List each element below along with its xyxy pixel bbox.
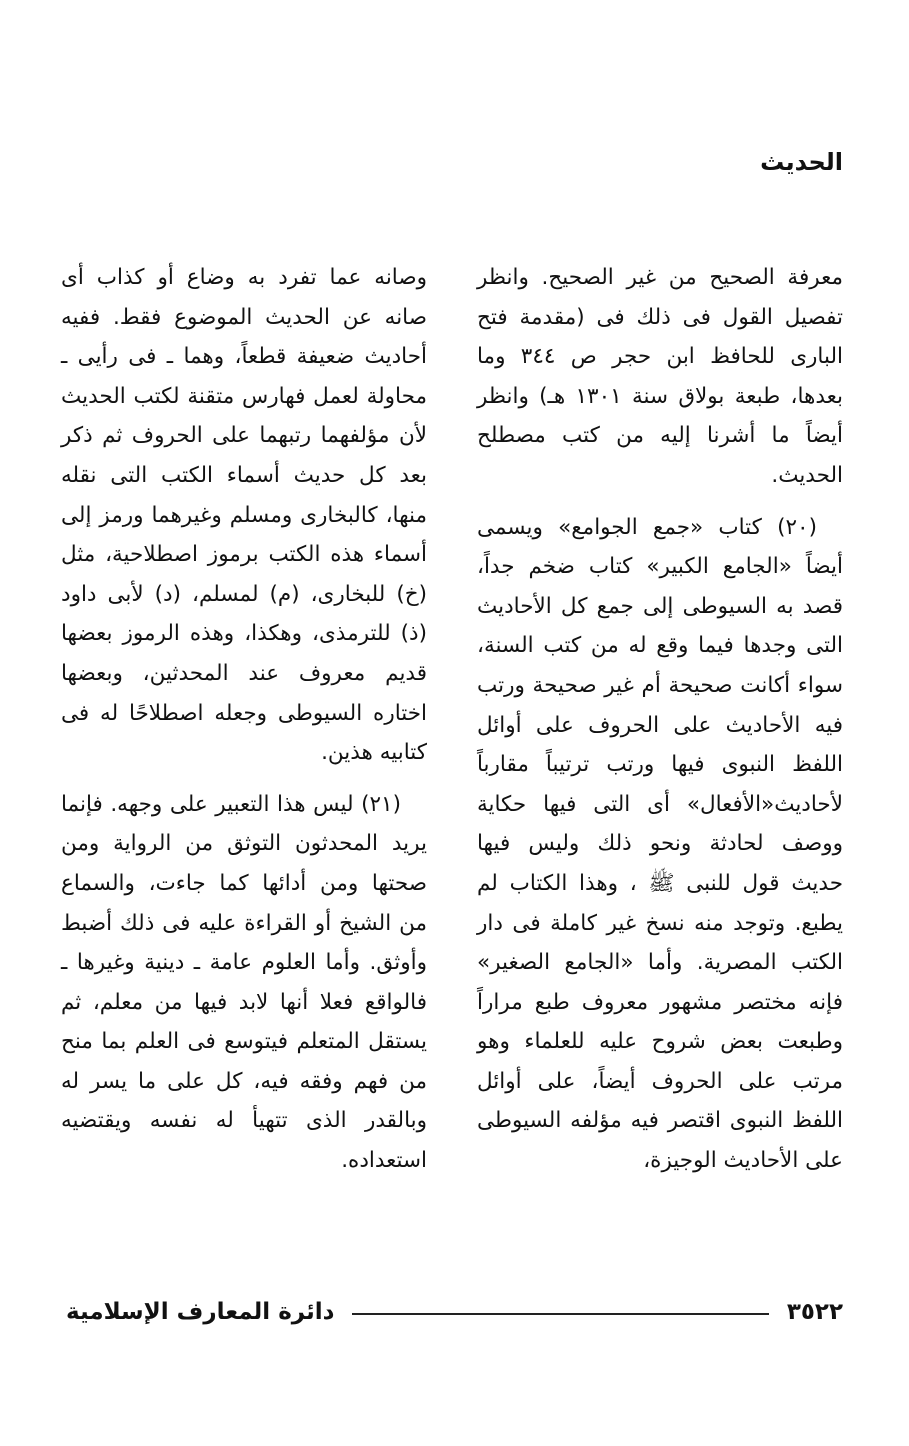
footnote-20-paragraph: (٢٠) كتاب «جمع الجوامع» ويسمى أيضاً «الجامع الكبير» كتاب ضخم جداً، قصد به السيوطى إلى جمع كل الأحاديث التى وجدها فيما وقع له من كتب السنة، سواء أكانت صحيحة أم غير صحيحة ورتب فيه الأحاديث على الحروف على أوائل اللفظ النبوى فيها ورتب ترتيباً مقارباً لأحاديث«الأفعال» أى التى فيها حكاية ووصف لحادثة ونحو ذلك وليس فيها حديث قول للنبى ﷺ ، وهذا الكتاب لم يطبع. وتوجد منه نسخ غير كاملة فى دار الكتب المصرية. وأما «الجامع الصغير» فإنه مختصر مشهور معروف طبع مراراً وطبعت بعض شروح عليه للعلماء وهو مرتب على الحروف أيضاً، على أوائل اللفظ النبوى اقتصر فيه مؤلفه السيوطى على الأحاديث الوجيزة، bbox=[477, 514, 843, 1174]
running-head-title: الحديث bbox=[760, 148, 843, 176]
page-footer bbox=[66, 1297, 843, 1327]
footer-divider bbox=[352, 1313, 768, 1315]
footnote-21-paragraph: (٢١) ليس هذا التعبير على وجهه. فإنما يريد المحدثون التوثق من الرواية ومن صحتها ومن أدائها كما جاءت، والسماع من الشيخ أو القراءة عليه فى ذلك أضبط وأوثق. وأما العلوم عامة ـ دينية وغيرها ـ فالواقع فعلا أنها لابد فيها من معلم، ثم يستقل المتعلم فيتوسع فى العلم بما منح من فهم وفقه فيه، كل على ما يسر له وبالقدر الذى تتهيأ له نفسه ويقتضيه استعداده. bbox=[61, 791, 427, 1174]
paragraph-continuation-left: وصانه عما تفرد به وضاع أو كذاب أى صانه عن الحديث الموضوع فقط. ففيه أحاديث ضعيفة قطعاً، وهما ـ فى رأيى ـ محاولة لعمل فهارس متقنة لكتب الحديث لأن مؤلفهما رتبهما على الحروف ثم ذكر بعد كل حديث أسماء الكتب التى نقله منها، كالبخارى ومسلم وغيرهما ورمز إلى أسماء هذه الكتب برموز اصطلاحية، مثل (خ) للبخارى، (م) لمسلم، (د) لأبى داود (ذ) للترمذى، وهكذا، وهذه الرموز بعضها قديم معروف عند المحدثين، وبعضها اختاره السيوطى وجعله اصطلاحًا له فى كتابيه هذين. bbox=[61, 265, 427, 766]
left-text-column bbox=[61, 258, 427, 1181]
paragraph-continuation: معرفة الصحيح من غير الصحيح. وانظر تفصيل القول فى ذلك فى (مقدمة فتح البارى للحافظ ابن حجر ص ٣٤٤ وما بعدها، طبعة بولاق سنة ١٣٠١ هـ) وانظر أيضاً ما أشرنا إليه من كتب مصطلح الحديث. bbox=[477, 265, 843, 488]
publication-title: دائرة المعارف الإسلامية bbox=[66, 1299, 335, 1325]
right-text-column bbox=[477, 258, 843, 1181]
page-number: ٣٥٢٢ bbox=[786, 1299, 843, 1325]
